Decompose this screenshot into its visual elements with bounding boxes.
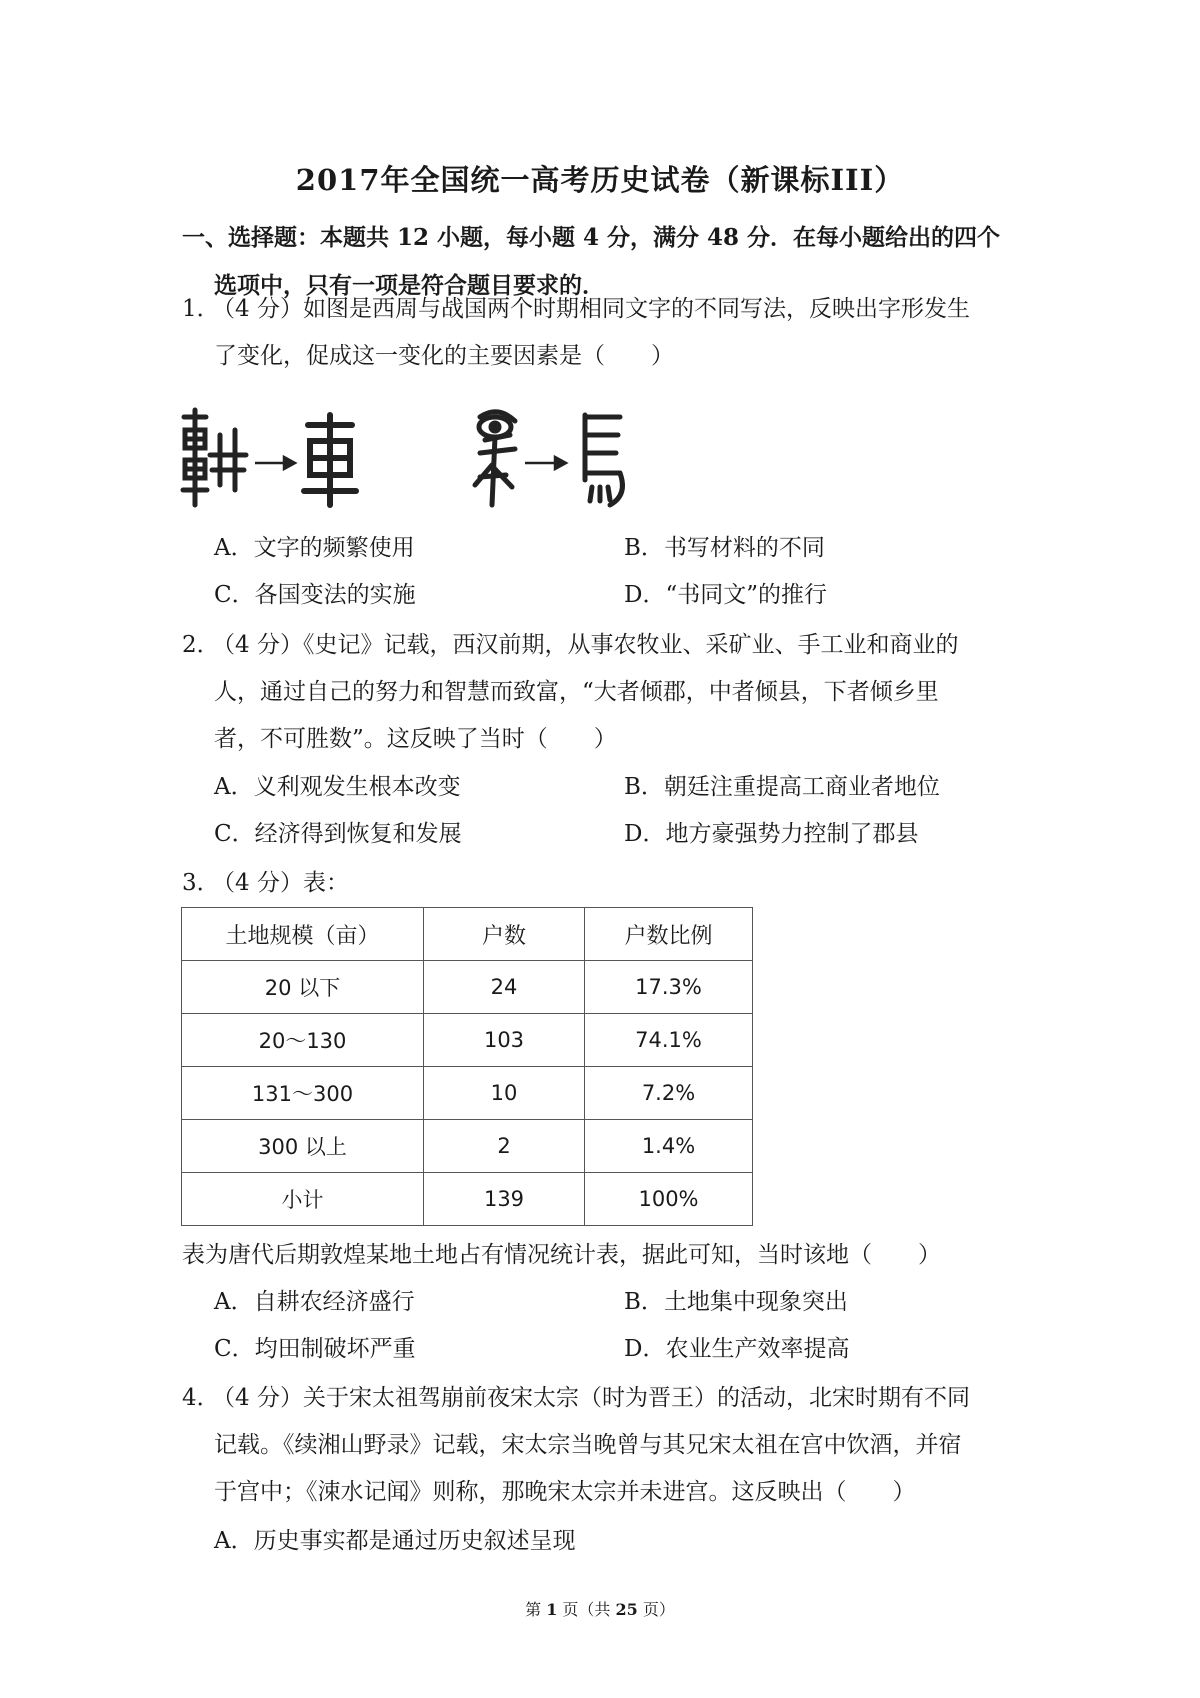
- table-cell: 24: [424, 961, 585, 1014]
- footer-total-pages: 25: [615, 1600, 638, 1619]
- option-c[interactable]: C．均田制破坏严重: [214, 1336, 416, 1362]
- table-cell: 74.1%: [585, 1014, 753, 1067]
- question-text-line: 人，通过自己的努力和智慧而致富，“大者倾郡，中者倾县，下者倾乡里: [214, 679, 939, 705]
- question-text-line: （4 分）《史记》记载，西汉前期，从事农牧业、采矿业、手工业和商业的: [212, 632, 959, 658]
- table-header-cell: 户数: [424, 908, 585, 961]
- option-a[interactable]: A．历史事实都是通过历史叙述呈现: [214, 1528, 576, 1554]
- table-header-cell: 土地规模（亩）: [182, 908, 424, 961]
- question-text-line: （4 分）如图是西周与战国两个时期相同文字的不同写法，反映出字形发生: [212, 296, 970, 322]
- option-a[interactable]: A．自耕农经济盛行: [214, 1289, 415, 1315]
- table-cell: 300 以上: [182, 1120, 424, 1173]
- table-cell: 7.2%: [585, 1067, 753, 1120]
- arrow-icon: [255, 457, 295, 469]
- arrow-icon: [525, 457, 566, 469]
- question-1: [182, 286, 1042, 380]
- table-cell: 103: [424, 1014, 585, 1067]
- table-cell: 20 以下: [182, 961, 424, 1014]
- question-3-options: [214, 1279, 1034, 1373]
- glyph-pair-chariot: [183, 410, 356, 505]
- option-a[interactable]: A．文字的频繁使用: [214, 535, 415, 561]
- footer-mid: 页（共: [557, 1600, 616, 1619]
- option-d[interactable]: D．地方豪强势力控制了郡县: [624, 821, 919, 847]
- question-1-options: [214, 525, 1034, 619]
- modern-chariot-glyph: [304, 415, 356, 505]
- question-text-line: 者，不可胜数”。这反映了当时（ ）: [214, 726, 617, 752]
- option-b[interactable]: B．土地集中现象突出: [624, 1289, 848, 1315]
- glyph-pair-horse: [475, 412, 622, 505]
- question-text-line: 记载。《续湘山野录》记载，宋太宗当晚曾与其兄宋太祖在宫中饮酒，并宿: [214, 1432, 962, 1458]
- question-4: [182, 1375, 1042, 1516]
- question-number: 4．: [182, 1385, 220, 1411]
- ancient-chariot-glyph: [183, 410, 246, 505]
- question-text-line: （4 分）表：: [212, 870, 349, 896]
- character-evolution-figure: [180, 405, 700, 515]
- question-2-options: [214, 764, 1034, 858]
- question-text-line: 了变化，促成这一变化的主要因素是（ ）: [214, 343, 674, 369]
- question-number: 3．: [182, 870, 220, 896]
- option-c[interactable]: C．各国变法的实施: [214, 582, 416, 608]
- question-number: 2．: [182, 632, 220, 658]
- table-row: [182, 1014, 753, 1067]
- table-row: [182, 1120, 753, 1173]
- option-b[interactable]: B．朝廷注重提高工商业者地位: [624, 774, 940, 800]
- table-row: [182, 1067, 753, 1120]
- section-line-2: 选项中，只有一项是符合题目要求的．: [214, 272, 605, 299]
- option-b[interactable]: B．书写材料的不同: [624, 535, 825, 561]
- table-row: [182, 1173, 753, 1226]
- page-footer: [0, 1597, 1200, 1620]
- question-4-options: [214, 1518, 1034, 1565]
- option-d[interactable]: D．“书同文”的推行: [624, 582, 827, 608]
- option-a[interactable]: A．义利观发生根本改变: [214, 774, 461, 800]
- ancient-horse-glyph: [475, 412, 515, 505]
- question-text-line: 于宫中；《涑水记闻》则称，那晚宋太宗并未进宫。这反映出（ ）: [214, 1479, 916, 1505]
- table-row: [182, 961, 753, 1014]
- option-c[interactable]: C．经济得到恢复和发展: [214, 821, 462, 847]
- table-cell: 139: [424, 1173, 585, 1226]
- option-d[interactable]: D．农业生产效率提高: [624, 1336, 850, 1362]
- modern-horse-glyph: [585, 415, 622, 505]
- table-header-cell: 户数比例: [585, 908, 753, 961]
- question-3: [182, 860, 1042, 907]
- question-text-line: （4 分）关于宋太祖驾崩前夜宋太宗（时为晋王）的活动，北宋时期有不同: [212, 1385, 970, 1411]
- question-2: [182, 622, 1042, 763]
- table-cell: 17.3%: [585, 961, 753, 1014]
- table-cell: 20～130: [182, 1014, 424, 1067]
- table-cell: 131～300: [182, 1067, 424, 1120]
- table-cell: 小计: [182, 1173, 424, 1226]
- table-cell: 1.4%: [585, 1120, 753, 1173]
- question-3-stem: 表为唐代后期敦煌某地土地占有情况统计表，据此可知，当时该地（ ）: [182, 1242, 941, 1268]
- footer-page-number: 1: [546, 1600, 558, 1619]
- footer-suffix: 页）: [637, 1600, 675, 1619]
- table-cell: 100%: [585, 1173, 753, 1226]
- page-title: 2017年全国统一高考历史试卷（新课标III）: [295, 163, 905, 197]
- table-cell: 2: [424, 1120, 585, 1173]
- question-number: 1．: [182, 296, 220, 322]
- footer-prefix: 第: [525, 1600, 547, 1619]
- section-line-1: 一、选择题：本题共 12 小题，每小题 4 分，满分 48 分．在每小题给出的四个: [182, 224, 1001, 251]
- table-cell: 10: [424, 1067, 585, 1120]
- table-header-row: [182, 908, 753, 961]
- land-distribution-table: [181, 907, 753, 1226]
